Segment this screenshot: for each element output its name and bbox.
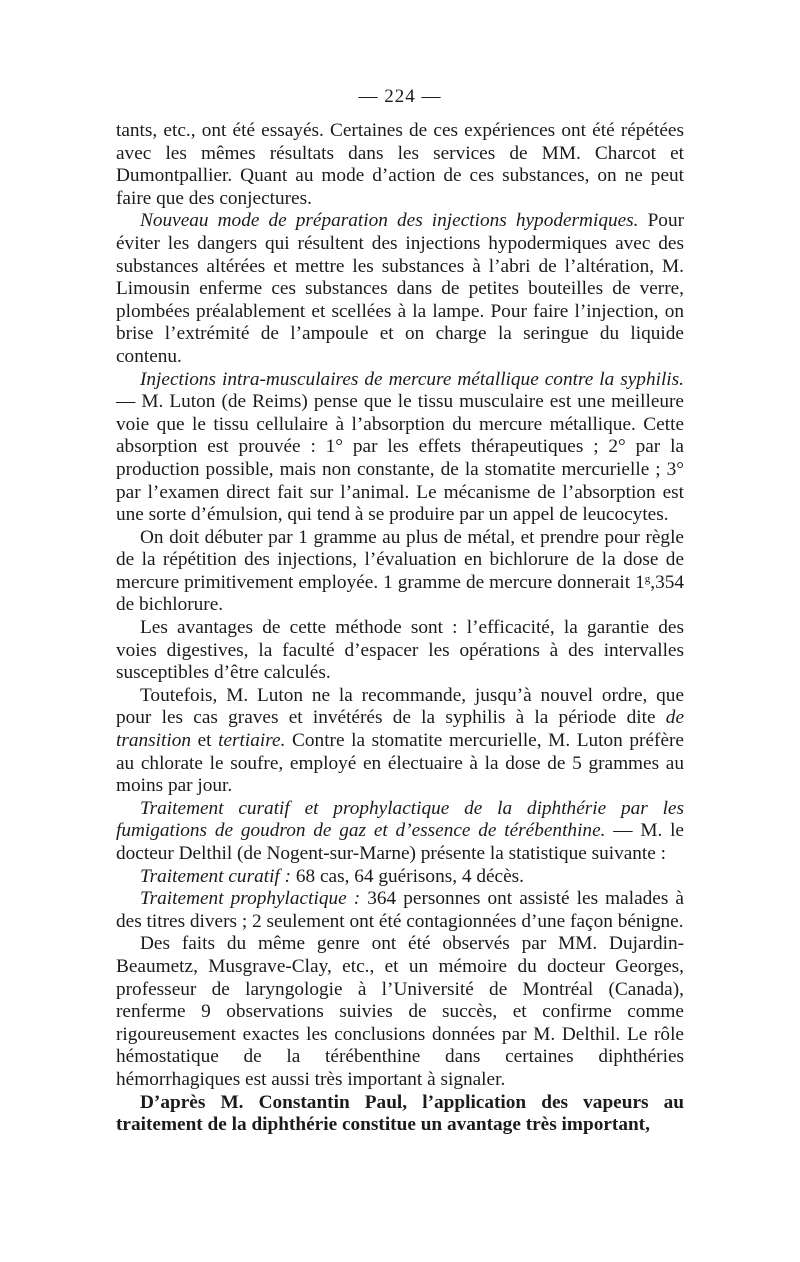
paragraph — [116, 888, 684, 933]
paragraph — [116, 866, 684, 889]
page-number: — 224 — — [358, 86, 442, 107]
text-run: 364 personnes ont assisté les malades à des titres divers ; 2 seulement ont été contagionnées d’une façon bénigne. — [116, 888, 684, 932]
text-run: — M. le docteur Delthil (de Nogent-sur-Marne) présente la statistique suivante : — [116, 820, 684, 864]
text-run: ,354 de bichlorure. — [116, 571, 684, 616]
italic-text: Traitement curatif : — [140, 865, 292, 887]
text-run: Des faits du même genre ont été observés par MM. Dujardin-Beaumetz, Musgrave-Clay, etc., et un mémoire du docteur Georges, professeur de laryngologie à l’Université de Montréal (Canada), renferme 9 observations suivies de succès, et confirme comme rigoureusement exactes les conclusions données par M. Delthil. Le rôle hémostatique de la térébenthine dans certaines diphthéries hémorrhagiques est aussi très important à signaler. — [116, 933, 684, 1090]
paragraph — [116, 617, 684, 685]
italic-text: Traitement prophylactique : — [140, 888, 361, 910]
superscript: g — [644, 572, 651, 585]
text-run: tants, etc., ont été essayés. Certaines de ces expériences ont été répétées avec les mêmes résultats dans les services de MM. Charcot et Dumontpallier. Quant au mode d’action de ces substances, on ne peut faire que des conjectures. — [116, 120, 684, 209]
text-run: Toutefois, M. Luton ne la recommande, jusqu’à nouvel ordre, que pour les cas graves et invétérés de la syphilis à la période dite — [116, 684, 684, 729]
text-run: Contre la stomatite mercurielle, M. Luton préfère au chlorate le soufre, employé en électuaire à la dose de 5 grammes au moins par jour. — [116, 730, 684, 797]
paragraph — [116, 120, 684, 210]
paragraph — [116, 1092, 684, 1137]
text-run: et — [191, 730, 219, 752]
paragraph — [116, 933, 684, 1091]
italic-text: tertiaire. — [218, 730, 286, 752]
text-run: On doit débuter par 1 gramme au plus de métal, et prendre pour règle de la répétition des injections, l’évaluation en bichlorure de la dose de mercure primitivement employée. 1 gramme de mercure donnerait 1 — [116, 526, 684, 593]
paragraph — [116, 369, 684, 527]
text-run: Pour éviter les dangers qui résultent des injections hypodermiques avec des substances altérées et mettre les substances à l’abri de l’altération, M. Limousin enferme ces substances dans de petites bouteilles de verre, plombées préalablement et scellées à la lampe. Pour faire l’injection, on brise l’extrémité de l’ampoule et on charge la seringue du liquide contenu. — [116, 210, 685, 367]
paragraph — [116, 685, 684, 798]
italic-text: Nouveau mode de préparation des injections hypodermiques. — [140, 210, 639, 232]
italic-text: Injections intra-musculaires de mercure métallique contre la syphilis. — [140, 368, 684, 390]
body-text — [116, 120, 684, 1137]
italic-text: Traitement curatif et prophylactique de la diphthérie par les fumigations de goudron de gaz et d’essence de térébenthine. — [116, 797, 684, 842]
paragraph — [116, 798, 684, 866]
italic-text: de transition — [116, 707, 684, 752]
text-run: 68 cas, 64 guérisons, 4 décès. — [291, 865, 524, 887]
bold-text: D’après M. Constantin Paul, l’application des vapeurs au traitement de la diphthérie constitue un avantage très important, — [116, 1091, 684, 1136]
text-run: — M. Luton (de Reims) pense que le tissu musculaire est une meilleure voie que le tissu cellulaire à l’absorption du mercure métallique. Cette absorption est prouvée : 1° par les effets thérapeutiques ; 2° par la production possible, mais non constante, de la stomatite mercurielle ; 3° par l’examen direct fait sur l’animal. Le mécanisme de l’absorption est une sorte d’émulsion, qui tend à se produire par un appel de leucocytes. — [116, 391, 684, 526]
paragraph — [116, 210, 684, 368]
text-run: Les avantages de cette méthode sont : l’efficacité, la garantie des voies digestives, la faculté d’espacer les opérations à des intervalles susceptibles d’être calculés. — [116, 617, 684, 684]
paragraph — [116, 527, 684, 617]
